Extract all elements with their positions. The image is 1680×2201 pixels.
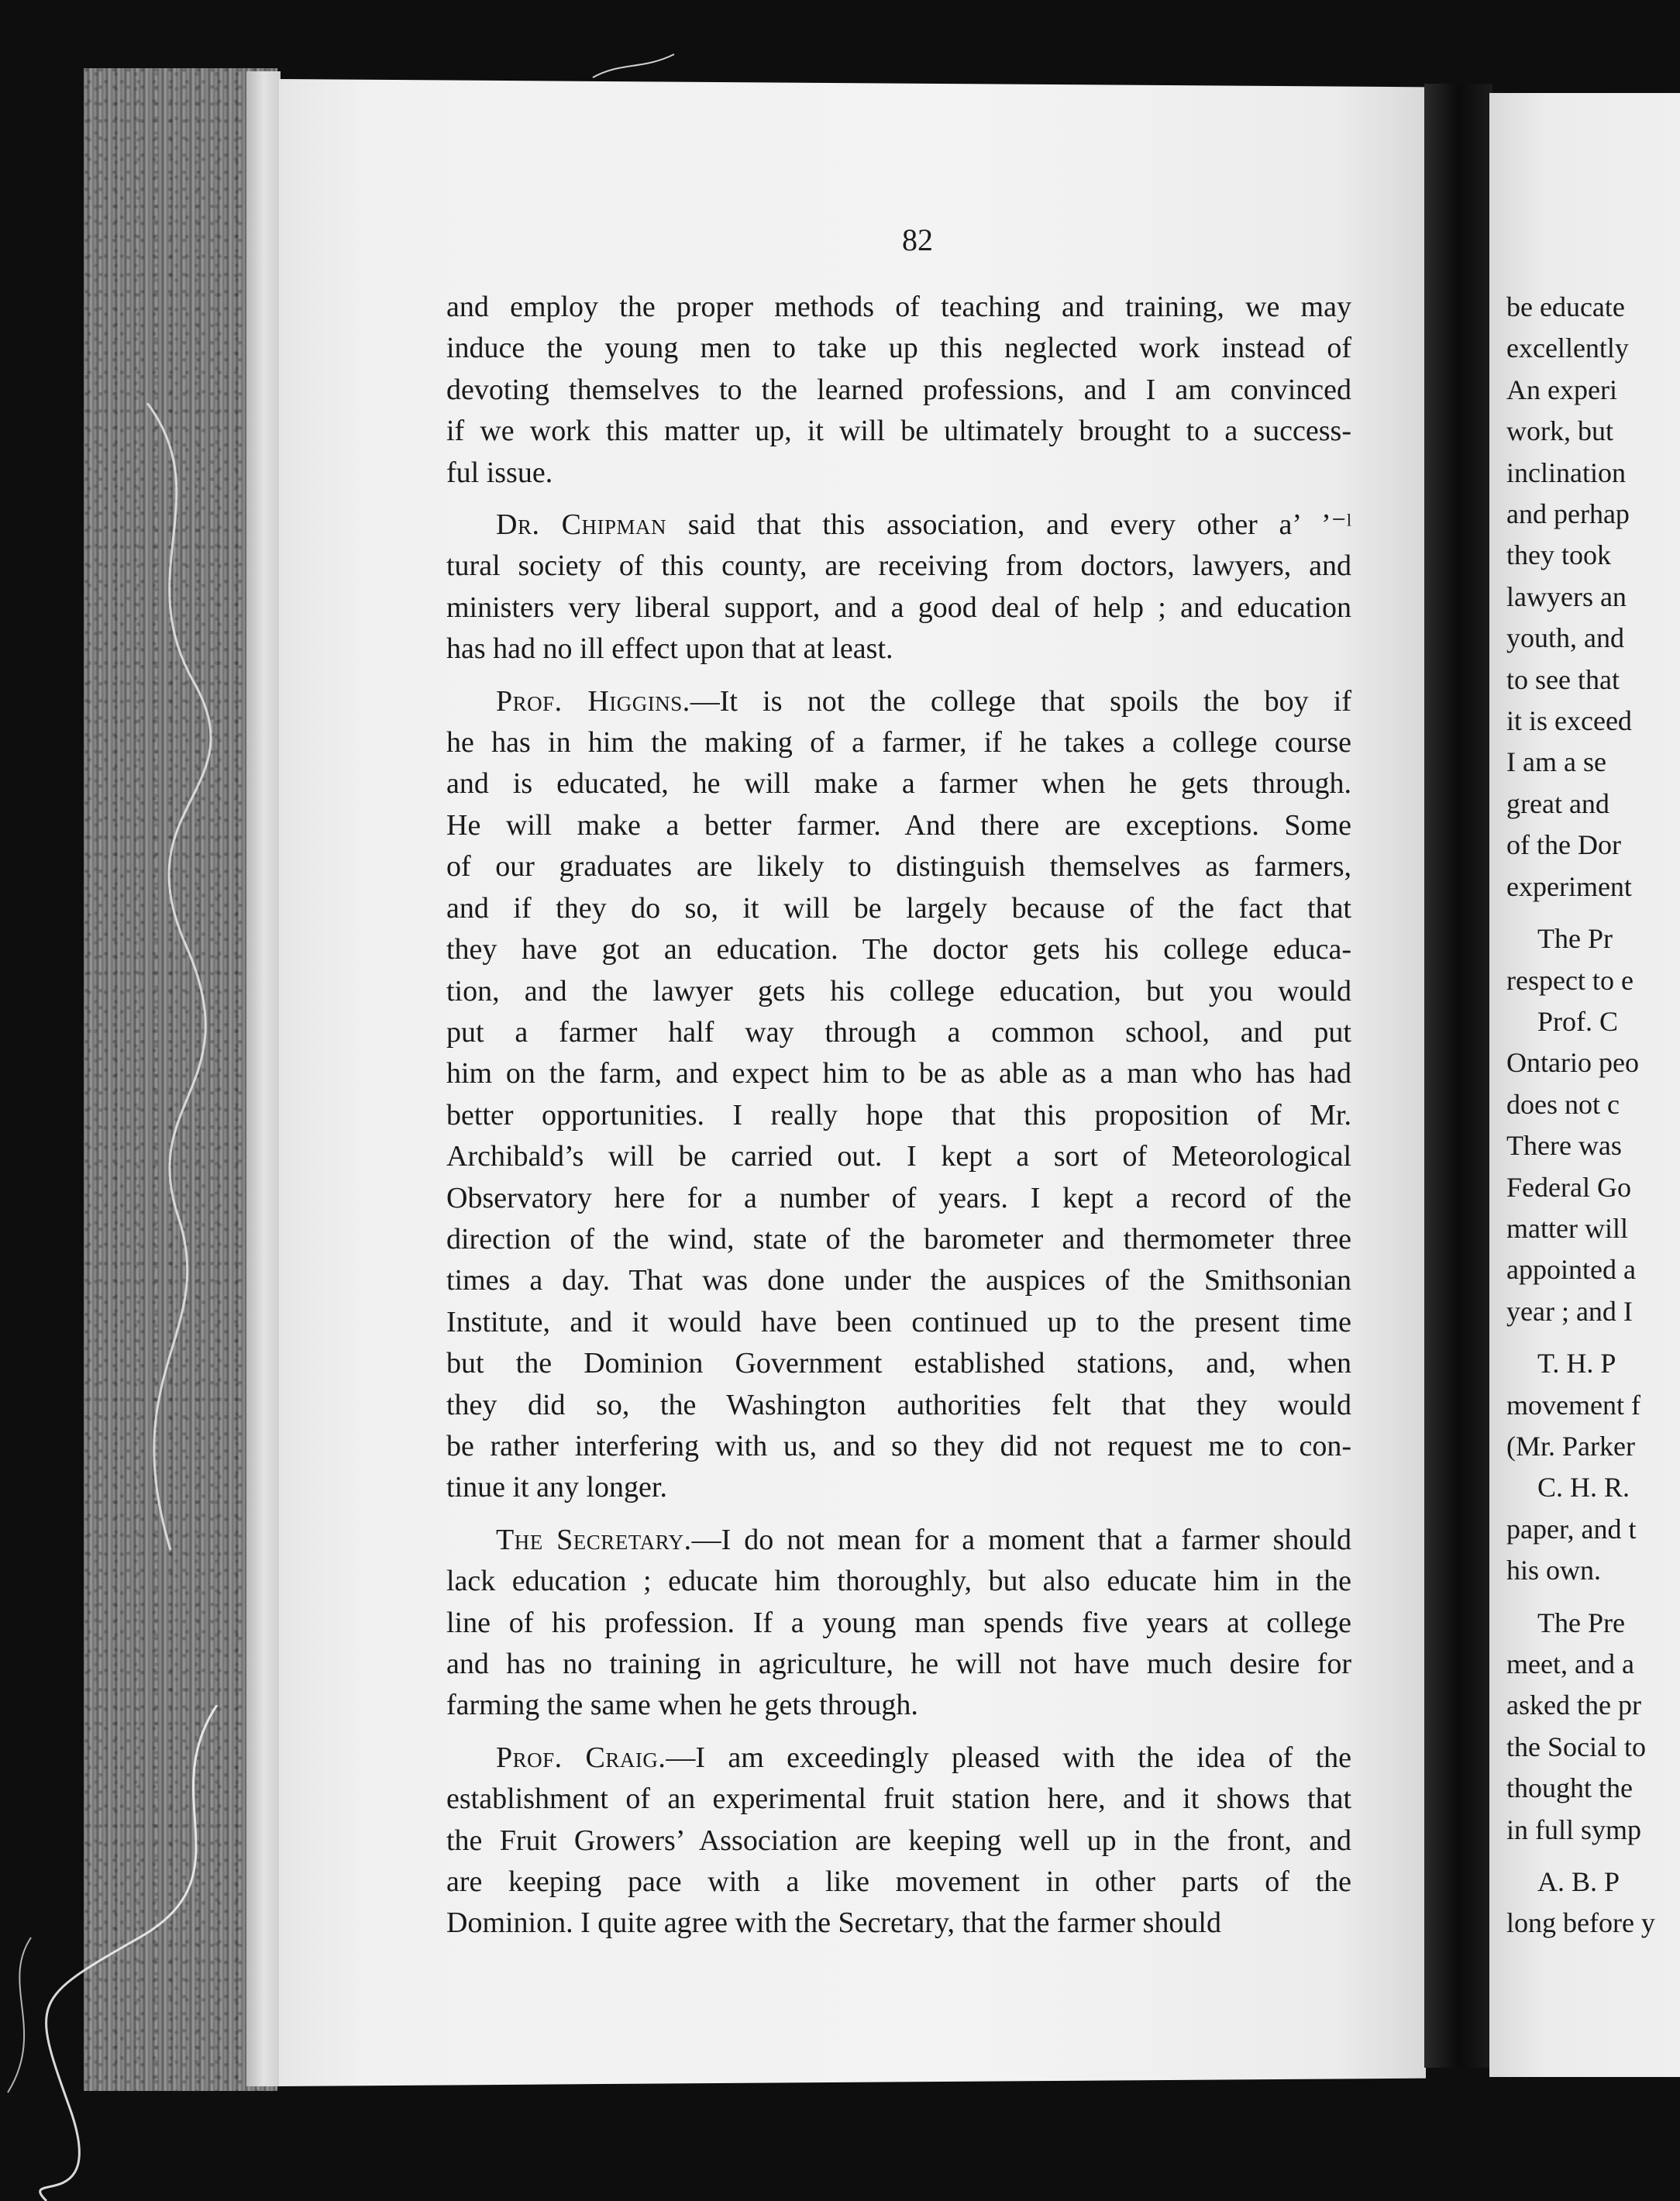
text-line: and has no training in agriculture, he will not have much desire for [446,1648,1351,1680]
book-gutter [1424,84,1492,2068]
right-page-partial [1489,93,1680,2077]
right-text-line: it is exceed [1506,705,1632,737]
right-text-line: (Mr. Parker [1506,1430,1635,1462]
right-text-line: of the Dor [1506,829,1621,861]
text-line: line of his profession. If a young man spends five years at college [446,1606,1351,1639]
right-text-line: does not c [1506,1088,1620,1120]
text-line: they have got an education. The doctor gets his college educa- [446,933,1351,966]
speaker-name: Prof. Higgins. [496,684,690,718]
text-line: they did so, the Washington authorities felt that they would [446,1388,1351,1421]
right-text-line: inclination [1506,456,1626,488]
right-text-line: meet, and a [1506,1648,1634,1679]
text-line: of our graduates are likely to distinguish themselves as farmers, [446,850,1351,884]
right-text-line: asked the pr [1506,1690,1641,1721]
page-number: 82 [902,222,933,257]
text-line: times a day. That was done under the auspices of the Smithsonian [446,1264,1351,1297]
text-line: Dominion. I quite agree with the Secretary, that the farmer should [446,1906,1221,1940]
speaker-name: The Secretary. [496,1523,692,1556]
text-line: lack education ; educate him thoroughly, but also educate him in the [446,1565,1351,1598]
paragraph [446,1520,1351,1727]
right-page-text [1489,287,1655,1944]
right-text-line: great and [1506,787,1609,819]
right-text-line: movement f [1506,1389,1640,1421]
text-line: are keeping pace with a like movement in other parts of the [446,1865,1351,1899]
right-text-line: youth, and [1506,622,1624,654]
right-text-line: the Social to [1506,1731,1646,1762]
right-text-line: The Pr [1537,923,1613,955]
text-line: induce the young men to take up this neglected work instead of [446,332,1351,365]
page-edge-highlight [246,71,281,2086]
right-text-line: experiment [1506,870,1632,902]
right-text-line: be educate [1506,291,1625,322]
text-line: put a farmer half way through a common school, and put [446,1015,1351,1049]
right-text-line: T. H. P [1537,1348,1616,1380]
text-line: devoting themselves to the learned professions, and I am convinced [446,373,1351,406]
text-line: ministers very liberal support, and a good deal of help ; and education [446,591,1351,624]
right-text-line: Ontario peo [1506,1047,1639,1079]
text-line: Archibald’s will be carried out. I kept a sort of Meteorological [446,1140,1351,1173]
text-line [446,681,1351,722]
speaker-text: —I do not mean for a moment that a farmer should [691,1523,1351,1556]
right-text-line: they took [1506,539,1611,571]
text-line: be rather interfering with us, and so they did not request me to con- [446,1429,1351,1462]
right-text-line: respect to e [1506,964,1634,996]
text-line: but the Dominion Government established stations, and, when [446,1347,1351,1380]
text-line: and employ the proper methods of teaching and training, we may [446,291,1351,323]
text-line: tion, and the lawyer gets his college education, but you would [446,974,1351,1008]
text-line: him on the farm, and expect him to be as able as a man who has had [446,1057,1351,1090]
right-text-line: I am a se [1506,746,1606,778]
right-text-line: excellently [1506,332,1629,364]
text-line: the Fruit Growers’ Association are keeping well up in the front, and [446,1824,1351,1857]
text-line: direction of the wind, state of the barometer and thermometer three [446,1222,1351,1256]
paragraph [446,681,1351,1509]
right-text-line: appointed a [1506,1254,1636,1286]
text-line: farming the same when he gets through. [446,1689,918,1722]
right-text-line: lawyers an [1506,580,1627,612]
right-text-line: matter will [1506,1212,1628,1244]
text-line: has had no ill effect upon that at least. [446,632,893,666]
speaker-name: Dr. Chipman [496,508,667,542]
right-text-line: An experi [1506,374,1617,405]
text-line: he has in him the making of a farmer, if he takes a college course [446,726,1351,760]
right-text-line: in full symp [1506,1814,1642,1845]
paragraph [446,1738,1351,1944]
right-text-line: Federal Go [1506,1171,1631,1203]
text-line: and is educated, he will make a farmer when he gets through. [446,767,1351,801]
text-line: tinue it any longer. [446,1471,667,1504]
left-page-text [446,287,1351,1944]
right-text-line: his own. [1506,1555,1602,1586]
right-text-line: paper, and t [1506,1513,1637,1545]
text-line: if we work this matter up, it will be ultimately brought to a success- [446,415,1351,448]
text-line [446,505,1351,546]
text-line: He will make a better farmer. And there are exceptions. Some [446,808,1351,842]
text-line: Institute, and it would have been continued up to the present time [446,1305,1351,1338]
speaker-text: said that this association, and every other a’ ’⁻ˡ [666,508,1351,542]
paragraph [446,287,1351,494]
right-text-line: There was [1506,1130,1622,1162]
text-line [446,1738,1351,1779]
paragraph [446,505,1351,670]
speaker-name: Prof. Craig. [496,1741,666,1774]
text-line: better opportunities. I really hope that this proposition of Mr. [446,1098,1351,1132]
text-line: ful issue. [446,456,553,489]
text-line [446,1520,1351,1561]
right-text-line: long before y [1506,1907,1655,1939]
text-line: tural society of this county, are receiving from doctors, lawyers, and [446,549,1351,583]
right-text-line: C. H. R. [1537,1472,1630,1504]
right-text-line: The Pre [1537,1607,1625,1638]
text-line: Observatory here for a number of years. I kept a record of the [446,1181,1351,1214]
right-text-line: thought the [1506,1772,1633,1804]
text-line: and if they do so, it will be largely because of the fact that [446,891,1351,925]
right-text-line: and perhap [1506,498,1630,530]
text-line: establishment of an experimental fruit station here, and it shows that [446,1782,1351,1816]
right-text-line: year ; and I [1506,1295,1633,1327]
right-text-line: to see that [1506,663,1620,695]
right-text-line: A. B. P [1537,1866,1620,1898]
speaker-text: —I am exceedingly pleased with the idea of the [666,1741,1352,1774]
right-text-line: Prof. C [1537,1005,1619,1037]
right-text-line: work, but [1506,415,1613,447]
speaker-text: —It is not the college that spoils the boy if [690,684,1352,718]
